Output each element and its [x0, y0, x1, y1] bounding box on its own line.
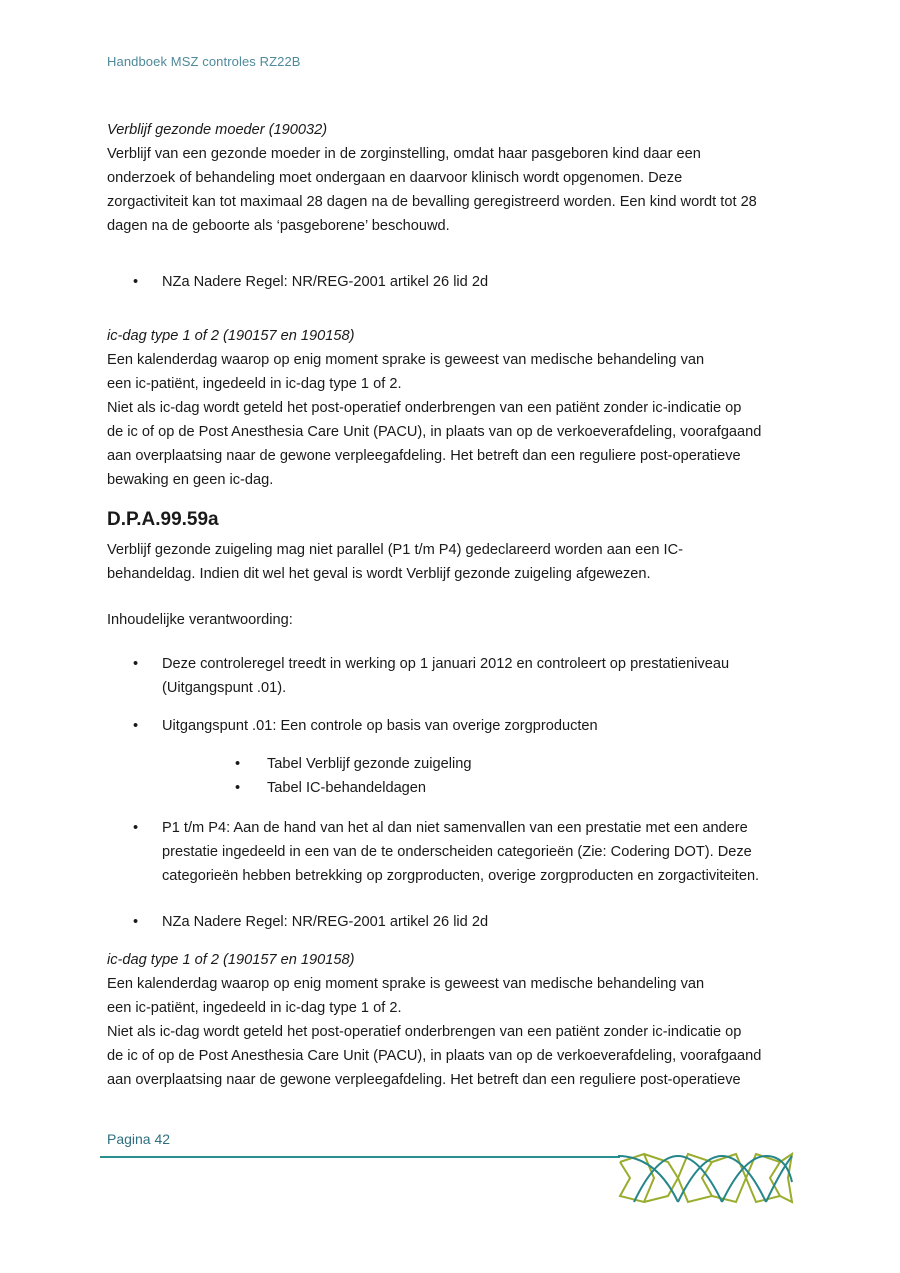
paragraph-line: dagen na de geboorte als ‘pasgeborene’ beschouwd. — [107, 218, 450, 234]
bullet-list — [107, 270, 807, 294]
list-item: • Tabel IC-behandeldagen — [107, 776, 807, 800]
paragraph-line: Verblijf van een gezonde moeder in de zorginstelling, omdat haar pasgeboren kind daar een — [107, 146, 701, 162]
bullet-list — [107, 652, 807, 738]
list-item: • Tabel Verblijf gezonde zuigeling — [107, 752, 807, 776]
paragraph-line: onderzoek of behandeling moet ondergaan en daarvoor klinisch wordt opgenomen. Deze — [107, 170, 683, 186]
page-number: Pagina 42 — [107, 1131, 171, 1147]
paragraph-line: Een kalenderdag waarop op enig moment sprake is geweest van medische behandeling van — [107, 352, 705, 368]
paragraph-line: een ic-patiënt, ingedeeld in ic-dag type 1 of 2. — [107, 1000, 402, 1016]
running-header: Handboek MSZ controles RZ22B — [107, 54, 301, 69]
paragraph-line: Verblijf gezonde zuigeling mag niet parallel (P1 t/m P4) gedeclareerd worden aan een IC- — [107, 542, 683, 558]
paragraph-line: aan overplaatsing naar de gewone verpleegafdeling. Het betreft dan een reguliere post-operatieve — [107, 448, 741, 464]
bullet-icon: • — [133, 718, 139, 734]
list-item: • Deze controleregel treedt in werking op 1 januari 2012 en controleert op prestatieniveau (Uitgangspunt .01). — [107, 652, 807, 700]
bullet-icon: • — [235, 756, 241, 772]
paragraph-line: bewaking en geen ic-dag. — [107, 472, 274, 488]
paragraph-line: behandeldag. Indien dit wel het geval is wordt Verblijf gezonde zuigeling afgewezen. — [107, 566, 651, 582]
bullet-icon: • — [133, 656, 139, 672]
subsection-title: ic-dag type 1 of 2 (190157 en 190158) — [107, 328, 355, 344]
list-item: • NZa Nadere Regel: NR/REG-2001 artikel 26 lid 2d — [107, 910, 807, 934]
bullet-icon: • — [133, 914, 139, 930]
page-content — [107, 118, 807, 1092]
subsection-title: Verblijf gezonde moeder (190032) — [107, 122, 328, 138]
footer-ornament-icon — [616, 1152, 796, 1204]
list-item: • P1 t/m P4: Aan de hand van het al dan niet samenvallen van een prestatie met een andere prestatie ingedeeld in een van de te onderscheiden categorieën (Zie: Codering DOT). Deze categorieën hebben betrekking op zorgproducten, overige zorgproducten en zorgactiviteiten. — [107, 816, 807, 888]
sub-bullet-list — [107, 752, 807, 800]
bullet-icon: • — [133, 274, 139, 290]
footer-divider — [100, 1156, 620, 1158]
bullet-icon: • — [133, 820, 139, 836]
paragraph-line: de ic of op de Post Anesthesia Care Unit (PACU), in plaats van op de verkoeverafdeling, voorafgaand — [107, 424, 762, 440]
label-text: Inhoudelijke verantwoording: — [107, 612, 293, 628]
bullet-list — [107, 816, 807, 934]
list-item: • Uitgangspunt .01: Een controle op basis van overige zorgproducten — [107, 714, 807, 738]
paragraph-line: zorgactiviteit kan tot maximaal 28 dagen na de bevalling geregistreerd worden. Een kind wordt tot 28 — [107, 194, 757, 210]
paragraph-line: een ic-patiënt, ingedeeld in ic-dag type 1 of 2. — [107, 376, 402, 392]
bullet-icon: • — [235, 780, 241, 796]
subsection-title: ic-dag type 1 of 2 (190157 en 190158) — [107, 952, 355, 968]
section-heading: D.P.A.99.59a — [107, 509, 219, 530]
paragraph-line: de ic of op de Post Anesthesia Care Unit (PACU), in plaats van op de verkoeverafdeling, voorafgaand — [107, 1048, 762, 1064]
paragraph-line: Een kalenderdag waarop op enig moment sprake is geweest van medische behandeling van — [107, 976, 705, 992]
list-item: • NZa Nadere Regel: NR/REG-2001 artikel 26 lid 2d — [107, 270, 807, 294]
paragraph-line: Niet als ic-dag wordt geteld het post-operatief onderbrengen van een patiënt zonder ic-indicatie op — [107, 400, 742, 416]
paragraph-line: aan overplaatsing naar de gewone verpleegafdeling. Het betreft dan een reguliere post-operatieve — [107, 1072, 741, 1088]
paragraph-line: Niet als ic-dag wordt geteld het post-operatief onderbrengen van een patiënt zonder ic-indicatie op — [107, 1024, 742, 1040]
